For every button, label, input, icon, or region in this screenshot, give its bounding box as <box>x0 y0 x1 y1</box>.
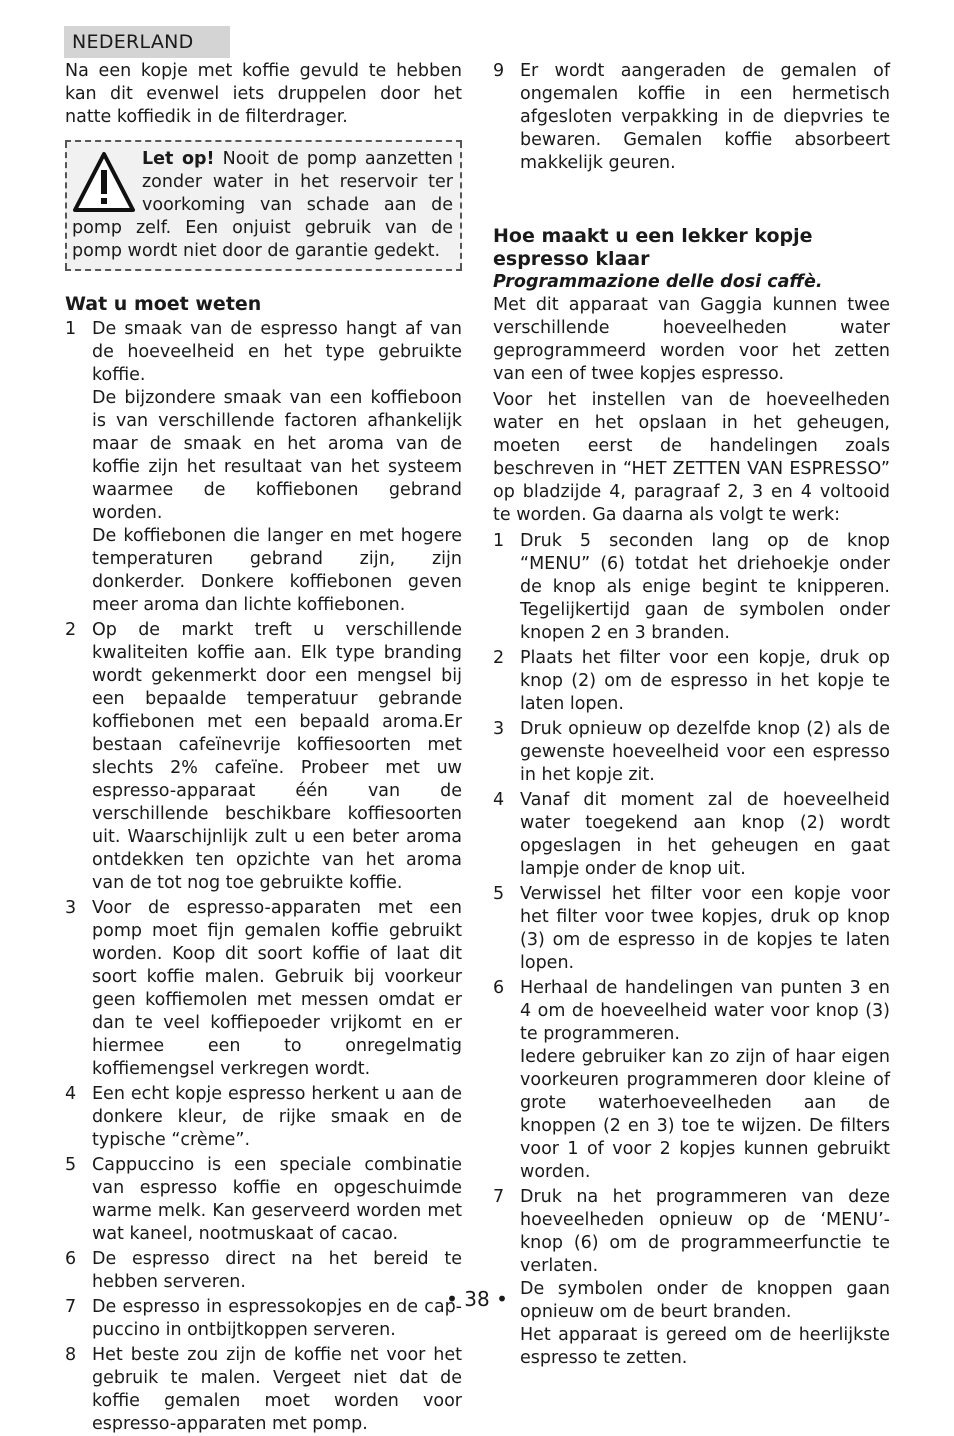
item-number: 7 <box>65 1297 77 1317</box>
warning-lead: Let op! <box>142 149 215 169</box>
list-item <box>493 718 890 787</box>
list-item <box>493 977 890 1184</box>
list-item <box>65 1154 462 1246</box>
item-text: Er wordt aangeraden de gemalen of ongemalen koffie in een hermetisch afgesloten verpakking in de diepvries te bewaren. Gemalen koffie absorbeert makkelijk geuren. <box>520 61 890 173</box>
item-number: 4 <box>493 790 505 810</box>
item-number: 1 <box>65 319 77 339</box>
list-item <box>493 647 890 716</box>
intro-paragraph-2: Voor het instellen van de hoeveelheden water en het opslaan in het geheugen, moeten eerst de handelingen zoals beschreven in “HET ZETTEN VAN ESPRESSO” op bladzijde 4, paragraaf 2, 3 en 4 voltooid te worden. Ga daarna als volgt te werk: <box>493 390 890 525</box>
item-number: 5 <box>493 884 505 904</box>
list-item <box>65 1344 462 1436</box>
tips-list <box>65 318 462 1436</box>
list-item <box>65 897 462 1081</box>
item-text: De espresso in espressokopjes en de cap-puccino in ontbijtkoppen serveren. <box>92 1297 462 1340</box>
list-item <box>493 1186 890 1370</box>
item-number: 7 <box>493 1187 505 1207</box>
left-column <box>65 60 462 1436</box>
list-item <box>65 1083 462 1152</box>
right-column <box>493 60 890 1370</box>
item-number: 6 <box>493 978 505 998</box>
item-text: De bijzondere smaak van een koffieboon is van verschillende factoren afhankelijk maar de smaak en het aroma van de koffie zijn het resultaat van het systeem waarmee de koffiebonen gebrand worden. <box>92 388 462 523</box>
tip-9-list <box>493 60 890 175</box>
warning-body: Nooit de pomp aanzetten zonder water in het reservoir ter voorkoming van schade aan de pomp zelf. Een onjuist gebruik van de pomp wordt niet door de garantie gedekt. <box>72 149 453 261</box>
item-text: De koffiebonen die langer en met hogere temperaturen gebrand zijn, zijn donkerder. Donkere koffiebonen geven meer aroma dan lichte koffiebonen. <box>92 526 462 615</box>
list-item <box>65 619 462 895</box>
item-text: Iedere gebruiker kan zo zijn of haar eigen voorkeuren programmeren door kleine of grote waterhoeveelheden aan de knoppen (2 en 3) toe te wijzen. De filters voor 1 of voor 2 kopjes kunnen gebruikt worden. <box>520 1047 890 1182</box>
item-number: 2 <box>493 648 505 668</box>
item-text: De espresso direct na het bereid te hebben serveren. <box>92 1249 462 1292</box>
item-text: De smaak van de espresso hangt af van de hoeveelheid en het type gebruikte koffie. <box>92 319 462 385</box>
item-text: Cappuccino is een speciale combinatie van espresso koffie en opgeschuimde warme melk. Kan geserveerd worden met wat kaneel, nootmuskaat of cacao. <box>92 1155 462 1244</box>
item-text: Een echt kopje espresso herkent u aan de donkere kleur, de rijke smaak en de typische “crème”. <box>92 1084 462 1150</box>
item-text: Vanaf dit moment zal de hoeveelheid water toegekend aan knop (2) wordt opgeslagen in het geheugen en gaat lampje onder de knop uit. <box>520 790 890 879</box>
list-item <box>493 789 890 881</box>
item-text: Op de markt treft u verschillende kwaliteiten koffie aan. Elk type branding wordt gekenmerkt door een mengsel bij een bepaalde temperatuur gebrande koffiebonen met een bepaald aroma.Er bestaan cafeïnevrije koffiesoorten met slechts 2% cafeïne. Probeer met uw espresso-apparaat één van de verschillende beschikbare koffiesoorten uit. Waarschijnlijk zult u een beter aroma ontdekken ten opzichte van het aroma van de tot nog toe gebruikte koffie. <box>92 620 462 893</box>
intro-paragraph: Na een kopje met koffie gevuld te hebben kan dit evenwel iets druppelen door het natte koffiedik in de filterdrager. <box>65 61 462 127</box>
item-number: 1 <box>493 531 505 551</box>
section-title-espresso: Hoe maakt u een lekker kopje espresso klaar <box>493 225 813 270</box>
item-number: 6 <box>65 1249 77 1269</box>
list-item <box>65 318 462 617</box>
language-tab: NEDERLAND <box>64 26 230 58</box>
item-text: Druk na het programmeren van deze hoeveelheden opnieuw op de ‘MENU’-knop (6) om de programmeerfunctie te verlaten. <box>520 1187 890 1276</box>
section-title-wat-u-moet-weten: Wat u moet weten <box>65 293 262 315</box>
item-number: 4 <box>65 1084 77 1104</box>
steps-list <box>493 530 890 1370</box>
item-text: Het apparaat is gereed om de heerlijkste espresso te zetten. <box>520 1325 890 1368</box>
item-text: Herhaal de handelingen van punten 3 en 4 om de hoeveelheid water voor knop (3) te programmeren. <box>520 978 890 1044</box>
warning-triangle-icon <box>72 150 136 216</box>
item-text: Verwissel het filter voor een kopje voor het filter voor twee kopjes, druk op knop (3) om de espresso in de kopjes te laten lopen. <box>520 884 890 973</box>
item-number: 2 <box>65 620 77 640</box>
item-number: 9 <box>493 61 505 81</box>
item-text: Druk opnieuw op dezelfde knop (2) als de gewenste hoeveelheid voor een espresso in het kopje zit. <box>520 719 890 785</box>
item-number: 3 <box>65 898 77 918</box>
item-text: Het beste zou zijn de koffie net voor het gebruik te malen. Vergeet niet dat de koffie gemalen moet worden voor espresso-apparaten met pomp. <box>92 1345 462 1434</box>
item-text: De symbolen onder de knoppen gaan opnieuw om de beurt branden. <box>520 1279 890 1322</box>
item-text: Plaats het filter voor een kopje, druk op knop (2) om de espresso in het kopje te laten lopen. <box>520 648 890 714</box>
list-item <box>493 883 890 975</box>
item-text: Druk 5 seconden lang op de knop “MENU” (6) totdat het driehoekje onder de knop als enige begint te knipperen. Tegelijkertijd gaan de symbolen onder knopen 2 en 3 branden. <box>520 531 890 643</box>
item-number: 8 <box>65 1345 77 1365</box>
item-number: 3 <box>493 719 505 739</box>
item-text: Voor de espresso-apparaten met een pomp moet fijn gemalen koffie gebruikt worden. Koop dit soort koffie of laat dit soort koffie malen. Gebruik bij voorkeur geen koffiemolen met messen omdat er dan te veel koffiepoeder vrijkomt en er hiermee een to onregelmatig koffiemengsel verkregen wordt. <box>92 898 462 1079</box>
list-item <box>493 530 890 645</box>
page-number: • 38 • <box>446 1287 508 1311</box>
intro-paragraph-1: Met dit apparaat van Gaggia kunnen twee verschillende hoeveelheden water geprogrammeerd worden voor het zetten van een of twee kopjes espresso. <box>493 295 890 384</box>
item-number: 5 <box>65 1155 77 1175</box>
list-item <box>493 60 890 175</box>
section-subtitle: Programmazione delle dosi caffè. <box>493 272 823 292</box>
warning-box <box>65 140 462 271</box>
